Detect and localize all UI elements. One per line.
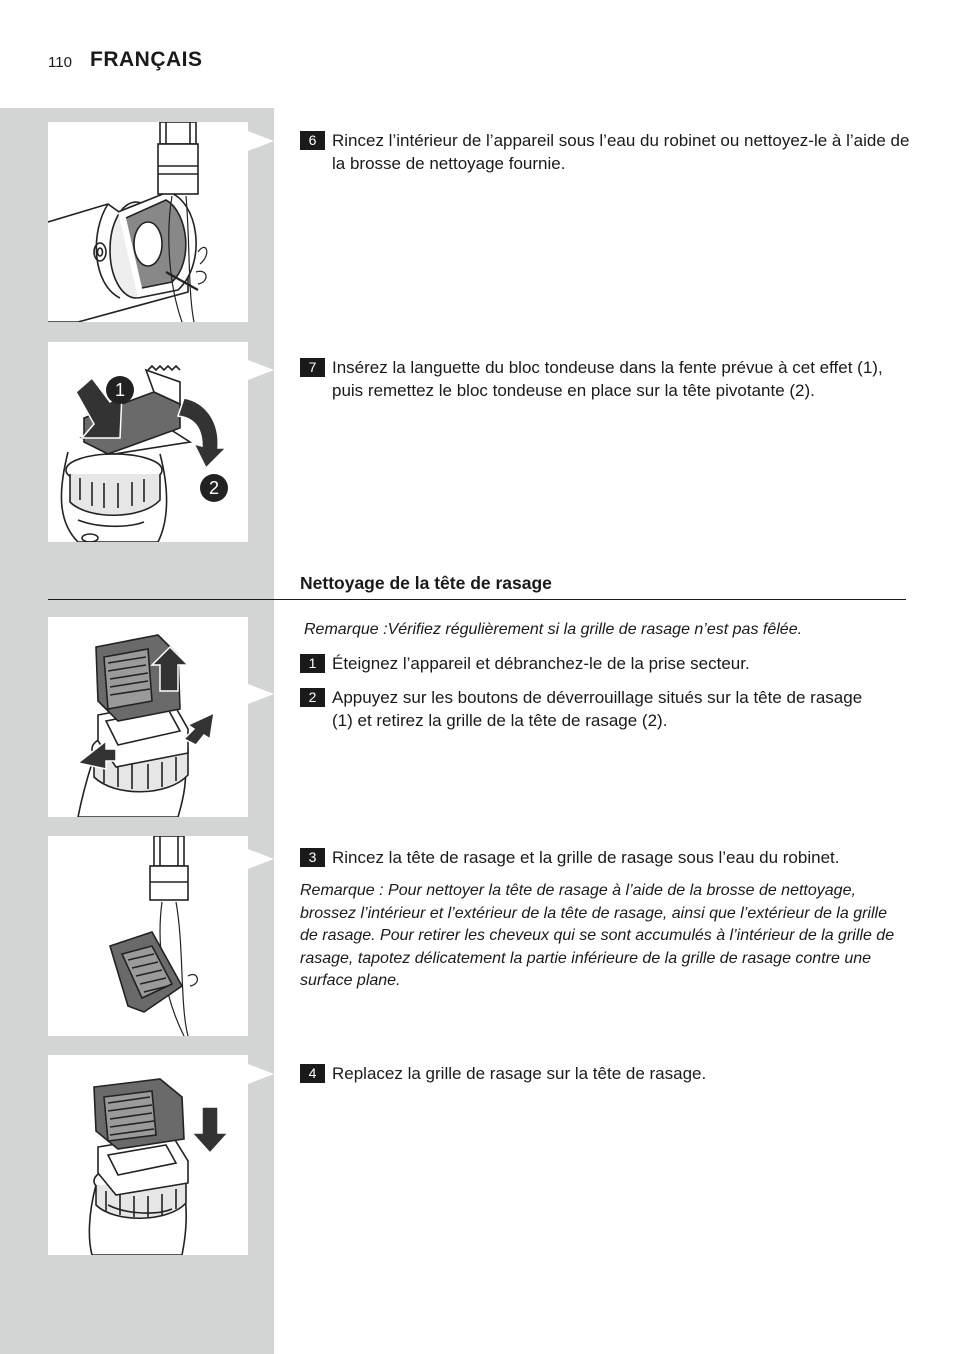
step-6 bbox=[300, 129, 910, 175]
step-number-badge: 3 bbox=[300, 848, 325, 867]
callout-1-icon bbox=[106, 376, 134, 404]
illustration-pointer bbox=[248, 684, 274, 704]
rotate-arrow-icon bbox=[178, 398, 226, 468]
illustration-pointer bbox=[248, 849, 274, 869]
language-title: FRANÇAIS bbox=[90, 48, 203, 71]
step-text: Replacez la grille de rasage sur la tête de rasage. bbox=[332, 1064, 707, 1083]
trimmer-placement-drawing bbox=[48, 342, 248, 542]
step-number-badge: 6 bbox=[300, 131, 325, 150]
rinse-appliance-drawing bbox=[48, 122, 248, 322]
svg-text:2: 2 bbox=[208, 478, 220, 498]
step-text: Éteignez l’appareil et débranchez-le de la prise secteur. bbox=[332, 654, 750, 673]
step-number-badge: 1 bbox=[300, 654, 325, 673]
note-cleaning-brush: Remarque : Pour nettoyer la tête de rasage à l’aide de la brosse de nettoyage, brossez l’intérieur et l’extérieur de la tête de rasage, ainsi que l’extérieur de la grille de rasage. Pour retirer les cheveux qui se sont accumulés à l’intérieur de la grille de rasage, tapotez délicatement la partie inférieure de la grille de rasage contre une surface plane. bbox=[300, 882, 895, 989]
step-7 bbox=[300, 356, 910, 402]
step-1 bbox=[300, 652, 910, 675]
illustration-remove-foil bbox=[48, 617, 248, 817]
replace-foil-drawing bbox=[48, 1055, 248, 1255]
page-number: 110 bbox=[48, 54, 72, 71]
illustration-trimmer-placement bbox=[48, 342, 248, 542]
remove-foil-drawing bbox=[48, 617, 248, 817]
illustration-pointer bbox=[248, 1064, 274, 1084]
step-text: Rincez l’intérieur de l’appareil sous l’eau du robinet ou nettoyez-le à l’aide de la brosse de nettoyage fournie. bbox=[332, 131, 910, 173]
illustration-pointer bbox=[248, 131, 274, 151]
rinse-foil-drawing bbox=[48, 836, 248, 1036]
step-2 bbox=[300, 686, 880, 732]
illustration-rinse-foil bbox=[48, 836, 248, 1036]
svg-text:1: 1 bbox=[114, 380, 126, 400]
step-4 bbox=[300, 1062, 910, 1085]
section-divider bbox=[48, 599, 906, 600]
step-number-badge: 4 bbox=[300, 1064, 325, 1083]
step-text: Rincez la tête de rasage et la grille de rasage sous l’eau du robinet. bbox=[332, 848, 840, 867]
illustration-pointer bbox=[248, 360, 274, 380]
step-number-badge: 2 bbox=[300, 688, 325, 707]
section-title: Nettoyage de la tête de rasage bbox=[300, 573, 552, 593]
step-text: Insérez la languette du bloc tondeuse dans la fente prévue à cet effet (1), puis remettez le bloc tondeuse en place sur la tête pivotante (2). bbox=[332, 358, 883, 400]
step-3 bbox=[300, 846, 910, 869]
note-check-foil: Remarque :Vérifiez régulièrement si la grille de rasage n’est pas fêlée. bbox=[304, 621, 803, 638]
step-number-badge: 7 bbox=[300, 358, 325, 377]
illustration-rinse-appliance bbox=[48, 122, 248, 322]
illustration-replace-foil bbox=[48, 1055, 248, 1255]
down-arrow-icon bbox=[192, 1107, 228, 1153]
callout-2-icon bbox=[200, 474, 228, 502]
step-text: Appuyez sur les boutons de déverrouillage situés sur la tête de rasage (1) et retirez la grille de la tête de rasage (2). bbox=[332, 688, 863, 730]
